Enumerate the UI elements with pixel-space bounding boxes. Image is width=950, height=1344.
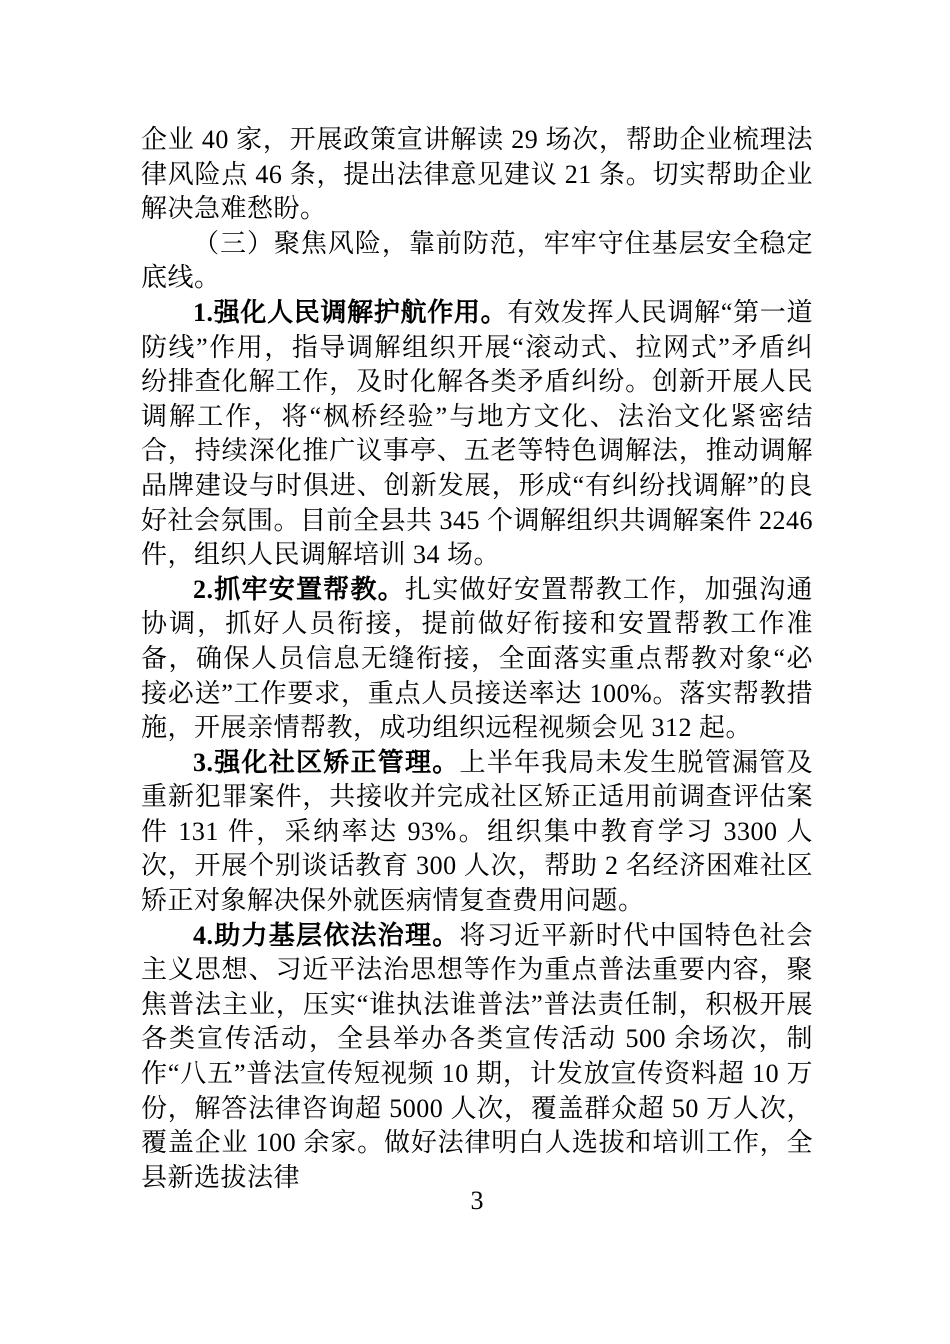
paragraph-text: 扎实做好安置帮教工作，加强沟通协调，抓好人员衔接，提前做好衔接和安置帮教工作准备，确保人员信息无缝衔接，全面落实重点帮教对象“必接必送”工作要求，重点人员接送率达 100%。落实帮教措施，开展亲情帮教，成功组织远程视频会见 312 起。 (141, 574, 813, 743)
section-heading-3 (141, 227, 813, 296)
paragraph-text: （三）聚焦风险，靠前防范，牢牢守住基层安全稳定底线。 (141, 228, 813, 293)
paragraph-item-2 (141, 573, 813, 746)
paragraph-lead: 1.强化人民调解护航作用。 (193, 297, 508, 327)
paragraph-text: 企业 40 家，开展政策宣讲解读 29 场次，帮助企业梳理法律风险点 46 条，提出法律意见建议 21 条。切实帮助企业解决急难愁盼。 (141, 125, 813, 224)
paragraph-text: 有效发挥人民调解“第一道防线”作用，指导调解组织开展“滚动式、拉网式”矛盾纠纷排查化解工作，及时化解各类矛盾纠纷。创新开展人民调解工作，将“枫桥经验”与地方文化、法治文化紧密结合，持续深化推广议事亭、五老等特色调解法，推动调解品牌建设与时俱进、创新发展，形成“有纠纷找调解”的良好社会氛围。目前全县共 345 个调解组织共调解案件 2246 件，组织人民调解培训 34 场。 (141, 297, 814, 570)
paragraph-text: 将习近平新时代中国特色社会主义思想、习近平法治思想等作为重点普法重要内容，聚焦普法主业，压实“谁执法谁普法”普法责任制，积极开展各类宣传活动，全县举办各类宣传活动 500 余场次，制作“八五”普法宣传短视频 10 期，计发放宣传资料超 10 万份，解答法律咨询超 5000 人次，覆盖群众超 50 万人次，覆盖企业 100 余家。做好法律明白人选拔和培训工作，全县新选拔法律 (141, 920, 813, 1192)
paragraph-text: 上半年我局未发生脱管漏管及重新犯罪案件，共接收并完成社区矫正适用前调查评估案件 131 件，采纳率达 93%。组织集中教育学习 3300 人次，开展个别谈话教育 300 人次，帮助 2 名经济困难社区矫正对象解决保外就医病情复查费用问题。 (141, 747, 813, 916)
paragraph-item-1 (141, 296, 813, 573)
paragraph-item-3 (141, 746, 813, 919)
paragraph-lead: 3.强化社区矫正管理。 (193, 747, 460, 777)
paragraph-continuation (141, 123, 813, 227)
paragraph-lead: 2.抓牢安置帮教。 (193, 574, 405, 604)
page-number: 3 (470, 1186, 484, 1215)
paragraph-lead: 4.助力基层依法治理。 (193, 920, 460, 950)
document-body (141, 123, 813, 1195)
paragraph-item-4 (141, 919, 813, 1196)
